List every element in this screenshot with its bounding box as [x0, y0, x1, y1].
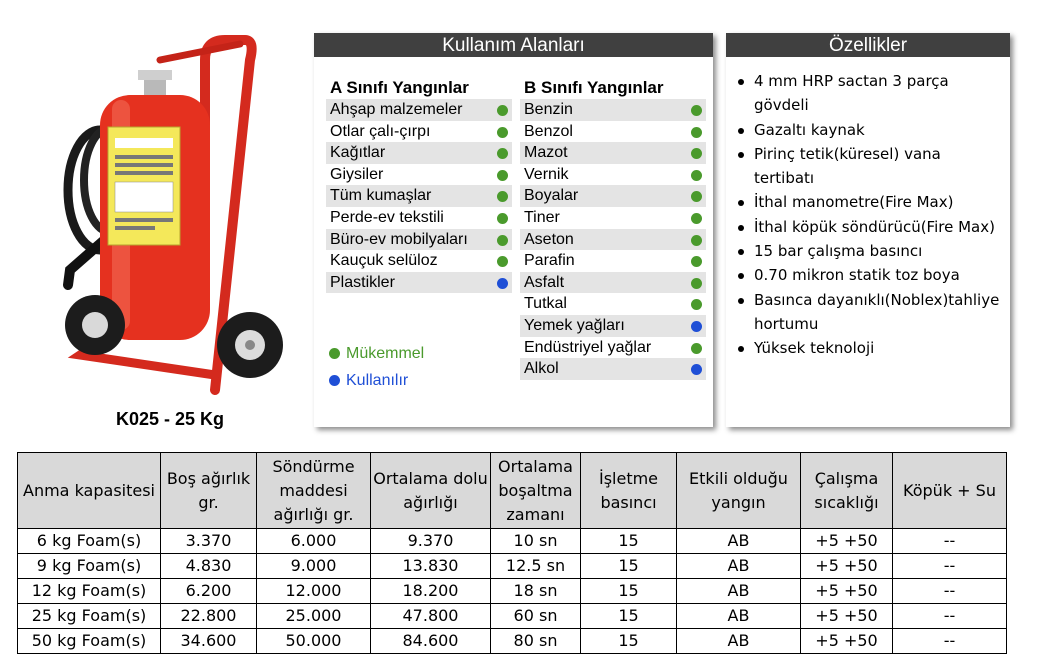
table-header-cell: Çalışma sıcaklığı: [801, 453, 893, 529]
green-dot-icon: [497, 148, 508, 159]
class-b-title: B Sınıfı Yangınlar: [524, 78, 664, 97]
table-cell: 3.370: [161, 529, 257, 554]
green-dot-icon: [691, 191, 702, 202]
class-a-item-label: Büro-ev mobilyaları: [330, 230, 468, 248]
table-cell: 50.000: [257, 629, 371, 654]
table-cell: AB: [677, 579, 801, 604]
table-cell: 12 kg Foam(s): [18, 579, 161, 604]
table-cell: --: [893, 579, 1007, 604]
green-dot-icon: [497, 191, 508, 202]
class-b-item: [520, 293, 706, 315]
table-cell: AB: [677, 629, 801, 654]
table-cell: 6.200: [161, 579, 257, 604]
table-cell: 47.800: [371, 604, 491, 629]
green-dot-icon: [691, 213, 702, 224]
table-header-cell: Ortalama boşaltma zamanı: [491, 453, 581, 529]
class-b-item: [520, 99, 706, 121]
class-a-item: [326, 185, 512, 207]
table-cell: 6 kg Foam(s): [18, 529, 161, 554]
table-cell: 6.000: [257, 529, 371, 554]
class-b-item-label: Tutkal: [524, 295, 567, 313]
table-row: [18, 529, 1007, 554]
table-cell: 9.370: [371, 529, 491, 554]
green-dot-icon: [691, 148, 702, 159]
features-panel: [726, 33, 1010, 427]
class-a-list: [326, 99, 512, 293]
class-b-item-label: Boyalar: [524, 187, 579, 205]
class-b-item: [520, 315, 706, 337]
green-dot-icon: [691, 278, 702, 289]
class-a-item: [326, 164, 512, 186]
class-b-item-label: Benzin: [524, 101, 573, 118]
table-cell: 12.5 sn: [491, 554, 581, 579]
feature-item: İthal manometre(Fire Max): [754, 190, 1004, 214]
class-b-item: [520, 185, 706, 207]
table-cell: 15: [581, 579, 677, 604]
table-cell: --: [893, 529, 1007, 554]
class-a-column: [326, 77, 512, 293]
class-a-item-label: Giysiler: [330, 165, 384, 183]
feature-item: İthal köpük söndürücü(Fire Max): [754, 215, 1004, 239]
class-a-item-label: Ahşap malzemeler: [330, 101, 463, 118]
table-cell: 34.600: [161, 629, 257, 654]
class-a-item-label: Plastikler: [330, 273, 395, 291]
table-cell: +5 +50: [801, 554, 893, 579]
class-b-item-label: Tiner: [524, 208, 560, 226]
spec-table: [17, 452, 1007, 654]
green-dot-icon: [691, 105, 702, 116]
usage-panel-title: Kullanım Alanları: [314, 33, 713, 57]
class-b-item: [520, 272, 706, 294]
table-cell: 12.000: [257, 579, 371, 604]
class-b-item: [520, 337, 706, 359]
table-body: [18, 529, 1007, 654]
features-list: [726, 57, 1010, 361]
table-cell: 84.600: [371, 629, 491, 654]
product-caption: K025 - 25 Kg: [115, 409, 225, 429]
table-cell: +5 +50: [801, 579, 893, 604]
blue-dot-icon: [497, 278, 508, 289]
table-cell: 15: [581, 604, 677, 629]
table-header-cell: Söndürme maddesi ağırlığı gr.: [257, 453, 371, 529]
green-dot-icon: [497, 127, 508, 138]
table-cell: 15: [581, 529, 677, 554]
class-b-item-label: Vernik: [524, 165, 569, 183]
class-b-item: [520, 358, 706, 380]
table-cell: 10 sn: [491, 529, 581, 554]
green-dot-icon: [497, 213, 508, 224]
table-cell: 13.830: [371, 554, 491, 579]
class-a-item-label: Kauçuk selüloz: [330, 252, 438, 270]
feature-item: Yüksek teknoloji: [754, 336, 1004, 360]
table-row: [18, 629, 1007, 654]
usage-panel: [314, 33, 713, 427]
class-b-item-label: Yemek yağları: [524, 316, 625, 334]
table-cell: 80 sn: [491, 629, 581, 654]
fire-extinguisher-image: [40, 30, 300, 405]
class-b-item-label: Benzol: [524, 122, 573, 140]
class-a-item-label: Tüm kumaşlar: [330, 187, 432, 205]
table-cell: 9 kg Foam(s): [18, 554, 161, 579]
green-dot-icon: [691, 299, 702, 310]
green-dot-icon: [497, 235, 508, 246]
class-b-list: [520, 99, 706, 380]
green-dot-icon: [497, 256, 508, 267]
green-dot-icon: [691, 256, 702, 267]
class-b-item-label: Mazot: [524, 144, 568, 162]
class-a-item: [326, 207, 512, 229]
class-b-item: [520, 121, 706, 143]
class-b-item: [520, 229, 706, 251]
table-cell: 60 sn: [491, 604, 581, 629]
green-dot-icon: [691, 127, 702, 138]
green-dot-icon: [497, 105, 508, 116]
table-cell: 50 kg Foam(s): [18, 629, 161, 654]
blue-dot-icon: [691, 364, 702, 375]
green-dot-icon: [691, 343, 702, 354]
table-cell: 15: [581, 629, 677, 654]
table-cell: +5 +50: [801, 529, 893, 554]
blue-dot-icon: [691, 321, 702, 332]
class-a-item: [326, 229, 512, 251]
feature-item: 4 mm HRP sactan 3 parça gövdeli: [754, 69, 1004, 118]
table-row: [18, 579, 1007, 604]
feature-item: Pirinç tetik(küresel) vana tertibatı: [754, 142, 1004, 191]
class-b-column: [520, 77, 706, 380]
table-row: [18, 554, 1007, 579]
table-cell: AB: [677, 604, 801, 629]
table-header-cell: Etkili olduğu yangın: [677, 453, 801, 529]
class-b-item-label: Asfalt: [524, 273, 565, 291]
class-a-title: A Sınıfı Yangınlar: [330, 78, 469, 97]
table-cell: 15: [581, 554, 677, 579]
feature-item: Gazaltı kaynak: [754, 118, 1004, 142]
table-cell: 18 sn: [491, 579, 581, 604]
class-b-item: [520, 142, 706, 164]
class-a-item: [326, 272, 512, 294]
green-dot-icon: [329, 348, 340, 359]
class-b-item: [520, 164, 706, 186]
table-cell: +5 +50: [801, 604, 893, 629]
table-header-cell: Ortalama dolu ağırlığı: [371, 453, 491, 529]
table-cell: AB: [677, 554, 801, 579]
table-cell: 4.830: [161, 554, 257, 579]
table-cell: --: [893, 629, 1007, 654]
table-row: [18, 604, 1007, 629]
green-dot-icon: [691, 235, 702, 246]
legend-usable: [329, 371, 408, 391]
class-b-item-label: Alkol: [524, 360, 559, 378]
class-a-item: [326, 99, 512, 121]
feature-item: 0.70 mikron statik toz boya: [754, 263, 1004, 287]
table-header-cell: İşletme basıncı: [581, 453, 677, 529]
table-cell: +5 +50: [801, 629, 893, 654]
table-cell: 25.000: [257, 604, 371, 629]
green-dot-icon: [497, 170, 508, 181]
legend-excellent-label: Mükemmel: [346, 345, 425, 362]
legend-usable-label: Kullanılır: [346, 372, 409, 389]
class-a-item-label: Otlar çalı-çırpı: [330, 122, 431, 140]
feature-item: Basınca dayanıklı(Noblex)tahliye hortumu: [754, 288, 1004, 337]
table-header-cell: Boş ağırlık gr.: [161, 453, 257, 529]
table-cell: --: [893, 554, 1007, 579]
class-b-item: [520, 250, 706, 272]
table-header-cell: Köpük + Su: [893, 453, 1007, 529]
blue-dot-icon: [329, 375, 340, 386]
class-a-item: [326, 250, 512, 272]
table-cell: --: [893, 604, 1007, 629]
class-a-item: [326, 142, 512, 164]
class-a-item: [326, 121, 512, 143]
class-a-item-label: Perde-ev tekstili: [330, 208, 444, 226]
table-header-cell: Anma kapasitesi: [18, 453, 161, 529]
green-dot-icon: [691, 170, 702, 181]
class-b-item-label: Endüstriyel yağlar: [524, 338, 652, 356]
class-a-item-label: Kağıtlar: [330, 144, 386, 162]
table-cell: 9.000: [257, 554, 371, 579]
features-panel-title: Özellikler: [726, 33, 1010, 57]
class-b-item: [520, 207, 706, 229]
feature-item: 15 bar çalışma basıncı: [754, 239, 1004, 263]
legend-excellent: [329, 344, 424, 364]
class-b-item-label: Aseton: [524, 230, 574, 248]
table-header-row: [18, 453, 1007, 529]
class-b-item-label: Parafin: [524, 252, 575, 270]
table-cell: 25 kg Foam(s): [18, 604, 161, 629]
table-cell: 22.800: [161, 604, 257, 629]
table-cell: 18.200: [371, 579, 491, 604]
table-cell: AB: [677, 529, 801, 554]
